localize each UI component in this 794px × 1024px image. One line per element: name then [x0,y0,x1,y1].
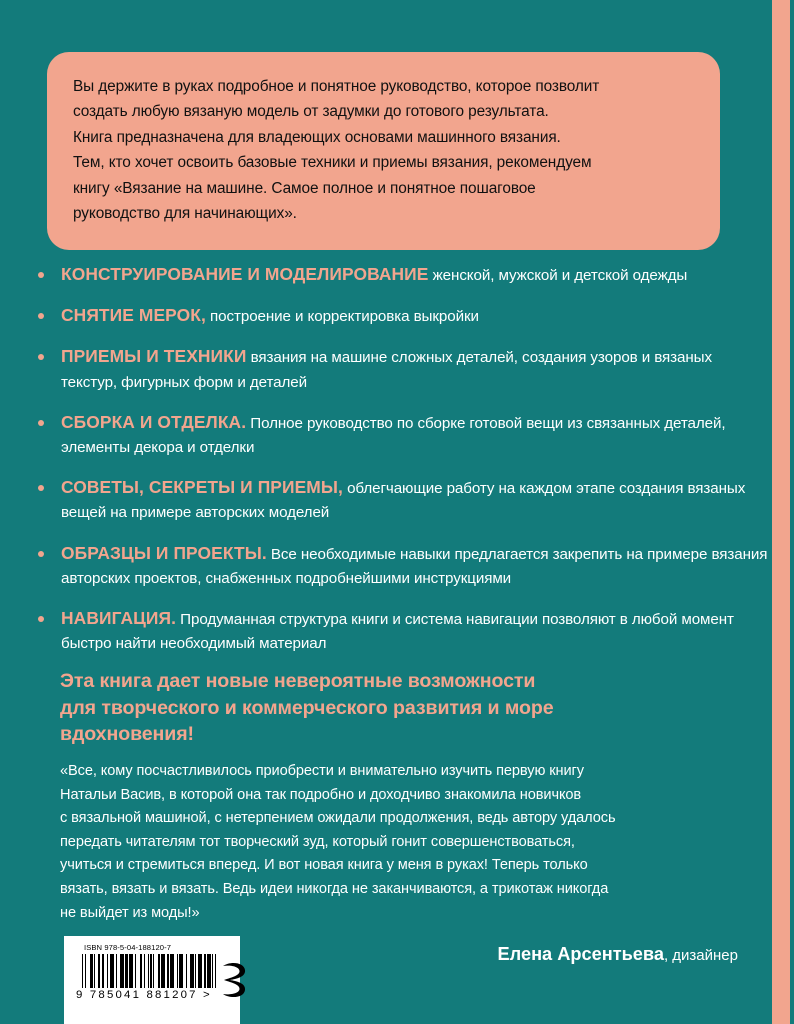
feature-text [61,262,768,288]
tagline [60,668,750,748]
bullet-dot-icon [38,313,44,319]
feature-body: женской, мужской и детской одежды [428,267,688,284]
feature-body: вязания на машине сложных деталей, создания узоров и вязаных текстур, фигурных форм и деталей [61,349,712,391]
bullet-dot-icon [38,551,44,557]
feature-text [61,541,768,591]
bullet-dot-icon [38,616,44,622]
feature-body: облегчающие работу на каждом этапе создания вязаных вещей на примере авторских моделей [61,480,746,522]
list-item [38,410,768,460]
feature-body: построение и корректировка выкройки [205,308,479,326]
quote-line: Натальи Васив, в которой она так подробно и доходчиво знакомила новичков [60,786,582,803]
eksmo-logo-icon [216,960,250,1005]
list-item [38,303,768,329]
intro-line: книгу «Вязание на машине. Самое полное и понятное пошаговое [73,179,536,197]
list-item [38,262,768,288]
spine-edge-strip [772,0,790,1024]
intro-line: создать любую вязаную модель от задумки до готового результата. [73,103,549,121]
feature-text [61,303,768,329]
list-item [38,344,768,394]
intro-line: Тем, кто хочет освоить базовые техники и приемы вязания, рекомендуем [73,154,592,172]
list-item [38,541,768,591]
author-role: , дизайнер [663,947,738,965]
feature-body: Все необходимые навыки предлагается закрепить на примере вязания авторских проектов, снабженных подробнейшими инструкциями [61,545,768,587]
feature-headword: СБОРКА И ОТДЕЛКА. [61,411,247,432]
barcode-block [64,936,240,1024]
feature-text [61,606,768,656]
quote-line: учиться и стремиться вперед. И вот новая книга у меня в руках! Теперь только [60,857,588,874]
intro-panel [47,52,720,250]
list-item [38,606,768,656]
author-name: Елена Арсентьева [497,944,664,965]
ean-digits: 9 785041 881207 > [76,989,212,1001]
quote-line: с вязальной машиной, с нетерпением ожидали продолжения, ведь автору удалось [60,810,616,827]
feature-headword: СНЯТИЕ МЕРОК, [61,305,206,326]
quote-line: не выйдет из моды!» [60,904,200,921]
isbn-label: ISBN 978-5-04-188120-7 [84,943,172,952]
list-item [38,475,768,525]
tagline-line: для творческого и коммерческого развития и море [60,696,554,719]
testimonial-block [60,760,760,965]
bullet-dot-icon [38,354,44,360]
feature-body: Продуманная структура книги и система навигации позволяют в любой момент быстро найти необходимый материал [61,611,734,653]
feature-text [61,410,768,460]
quote-line: вязать, вязать и вязать. Ведь идеи никогда не заканчиваются, а трикотаж никогда [60,880,609,897]
bullet-dot-icon [38,485,44,491]
feature-headword: КОНСТРУИРОВАНИЕ И МОДЕЛИРОВАНИЕ [61,264,429,284]
feature-list [38,262,768,671]
tagline-line: вдохновения! [60,723,194,745]
feature-body: Полное руководство по сборке готовой вещи из связанных деталей, элементы декора и отделки [61,414,726,457]
feature-text [61,344,768,394]
bullet-dot-icon [38,272,44,278]
feature-headword: НАВИГАЦИЯ. [61,608,177,629]
bullet-dot-icon [38,420,44,426]
feature-headword: ОБРАЗЦЫ И ПРОЕКТЫ. [61,542,267,563]
tagline-line: Эта книга дает новые невероятные возможности [60,670,536,692]
quote-line: «Все, кому посчастливилось приобрести и внимательно изучить первую книгу [60,763,584,779]
feature-text [61,475,768,525]
feature-headword: ПРИЕМЫ И ТЕХНИКИ [61,346,247,367]
intro-line: Книга предназначена для владеющих основами машинного вязания. [73,128,561,146]
intro-line: Вы держите в руках подробное и понятное руководство, которое позволит [73,78,600,95]
quote-line: передать читателям тот творческий зуд, который гонит совершенствоваться, [60,833,575,850]
feature-headword: СОВЕТЫ, СЕКРЕТЫ И ПРИЕМЫ, [61,477,343,498]
intro-line: руководство для начинающих». [73,205,297,223]
barcode-bars [82,954,216,988]
